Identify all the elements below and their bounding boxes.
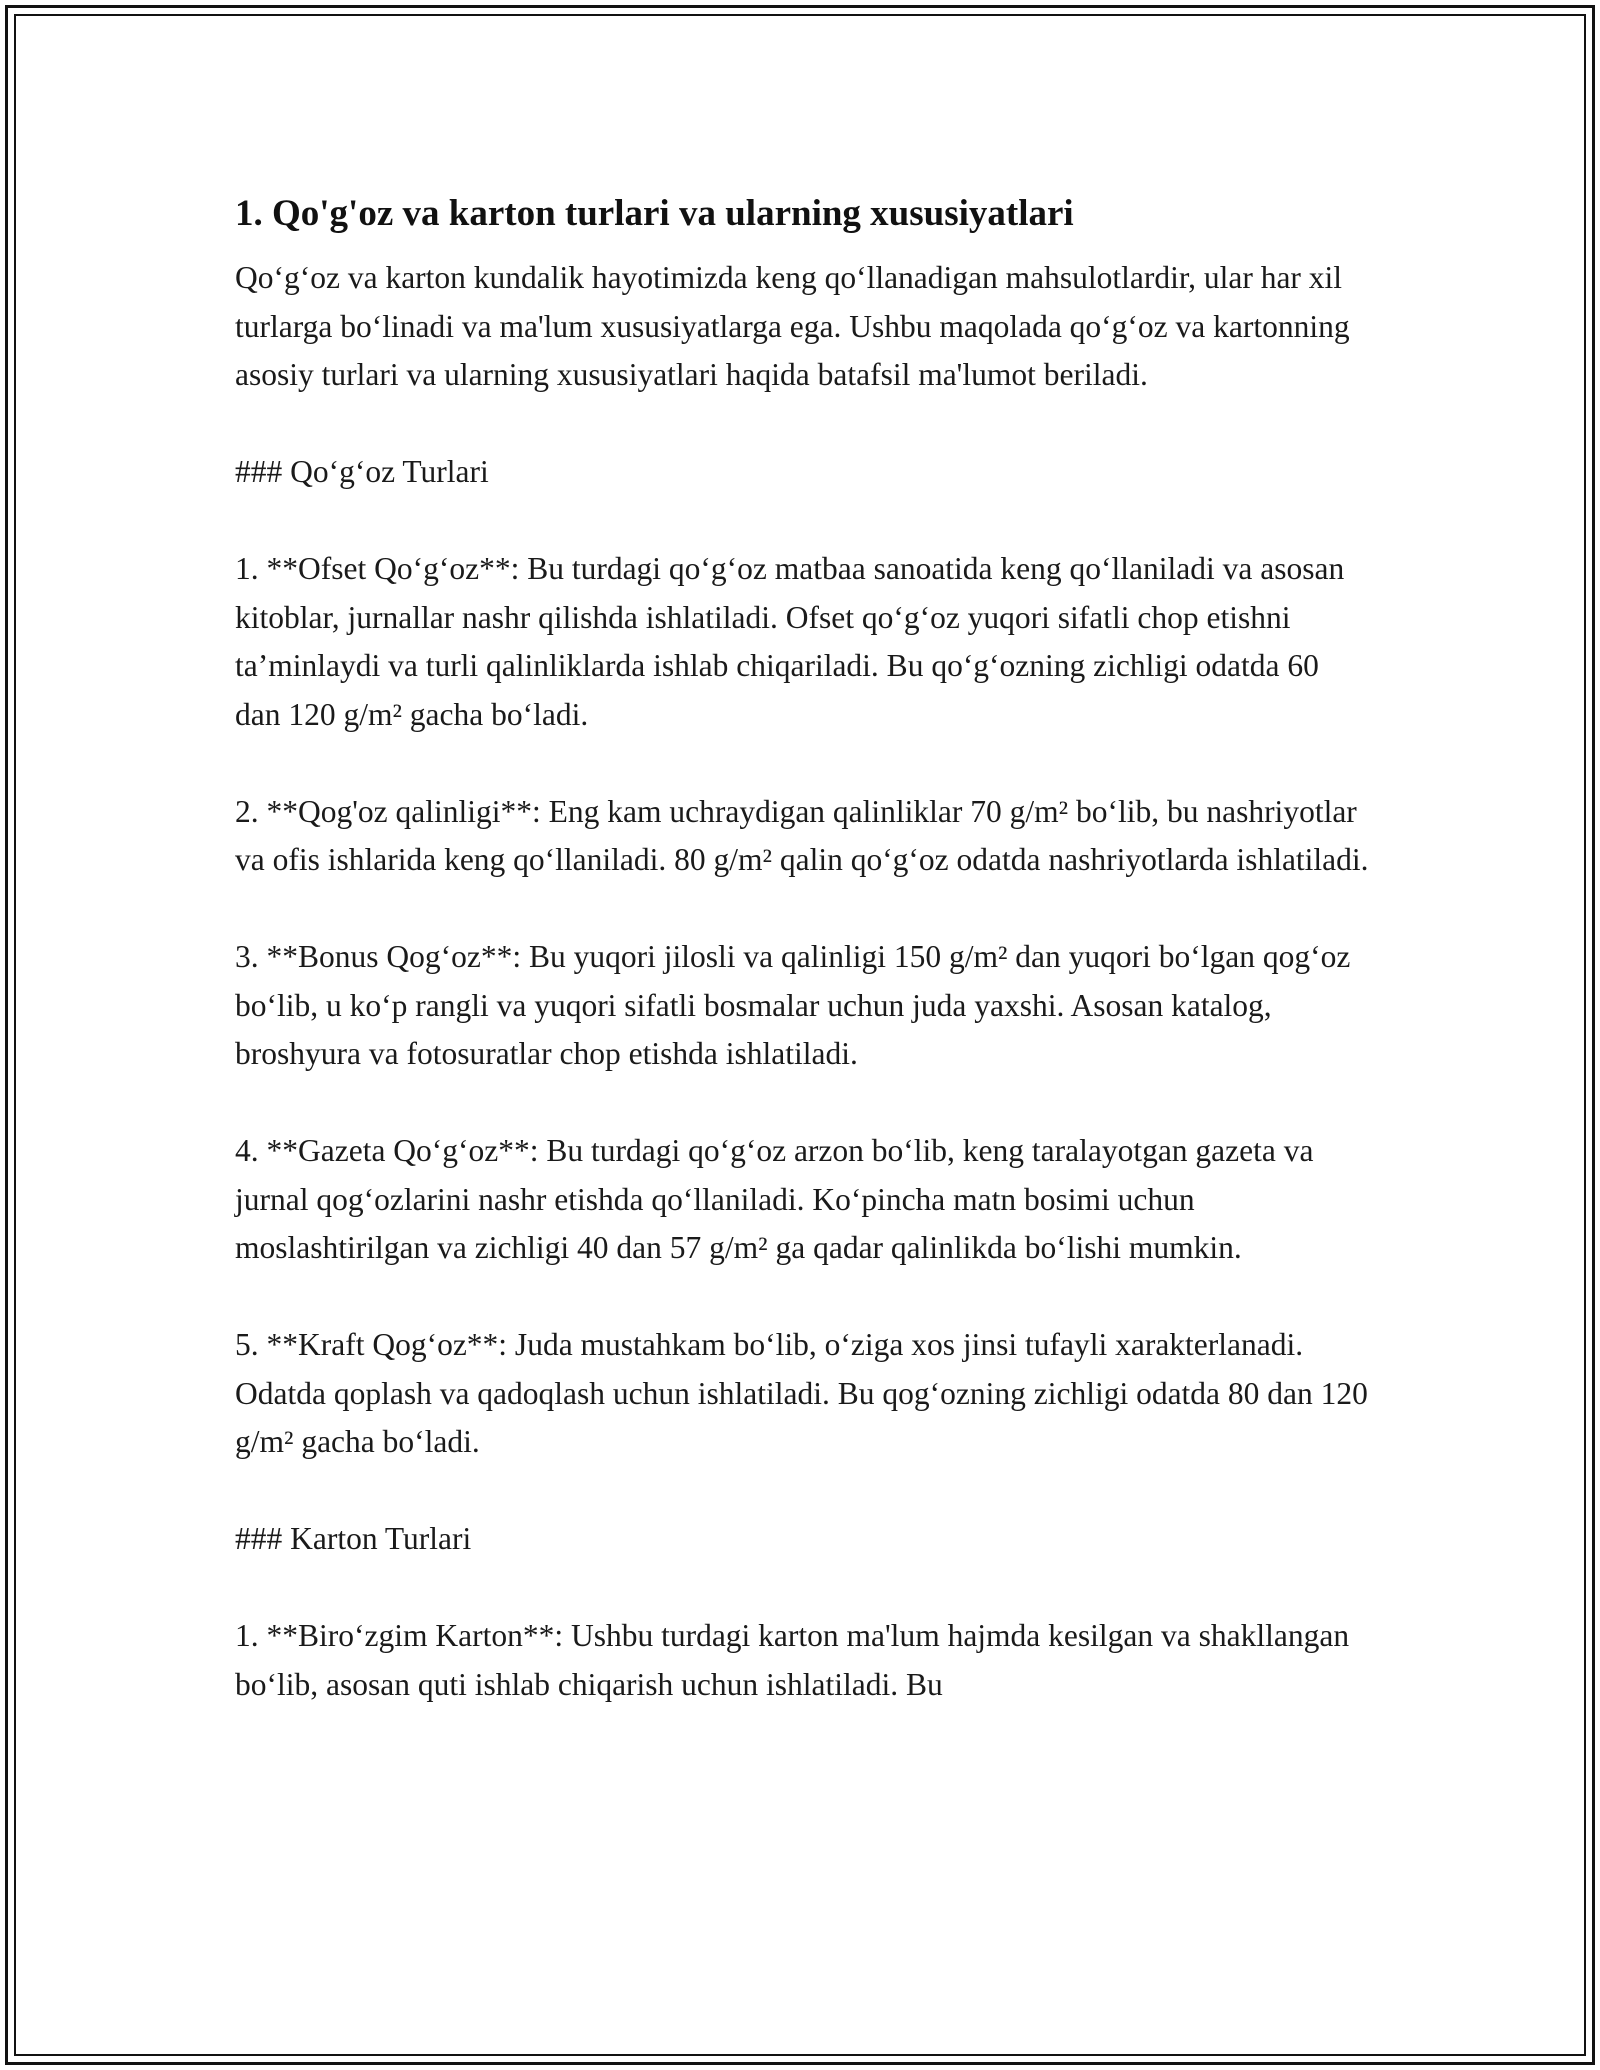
document-body — [235, 188, 1370, 1709]
list-item-carton: 1. **Biro‘zgim Karton**: Ushbu turdagi karton ma'lum hajmda kesilgan va shakllangan bo‘lib, asosan quti ishlab chiqarish uchun ishlatiladi. Bu — [235, 1618, 1350, 1702]
list-item-paper-thickness: 2. **Qog'oz qalinligi**: Eng kam uchraydigan qalinliklar 70 g/m² bo‘lib, bu nashriyotlar va ofis ishlarida keng qo‘llaniladi. 80 g/m² qalin qo‘g‘oz odatda nashriyotlarda ishlatiladi. — [235, 793, 1369, 877]
list-item-newspaper-paper: 4. **Gazeta Qo‘g‘oz**: Bu turdagi qo‘g‘oz arzon bo‘lib, keng taralayotgan gazeta va jurnal qog‘ozlarini nashr etishda qo‘llaniladi. Ko‘pincha matn bosimi uchun moslashtirilgan va zichligi 40 dan 57 g/m² ga qadar qalinlikda bo‘lishi mumkin. — [235, 1133, 1314, 1265]
document-title: 1. Qo'g'oz va karton turlari va ularning xususiyatlari — [235, 193, 1074, 234]
section-heading-carton-types: ### Karton Turlari — [235, 1521, 472, 1556]
list-item-bonus-paper: 3. **Bonus Qog‘oz**: Bu yuqori jilosli va qalinligi 150 g/m² dan yuqori bo‘lgan qog‘oz bo‘lib, u ko‘p rangli va yuqori sifatli bosmalar uchun juda yaxshi. Asosan katalog, broshyura va fotosuratlar chop etishda ishlatiladi. — [235, 939, 1351, 1071]
list-item-kraft-paper: 5. **Kraft Qog‘oz**: Juda mustahkam bo‘lib, o‘ziga xos jinsi tufayli xarakterlanadi. Odatda qoplash va qadoqlash uchun ishlatiladi. Bu qog‘ozning zichligi odatda 80 dan 120 g/m² gacha bo‘ladi. — [235, 1327, 1368, 1459]
section-heading-paper-types: ### Qo‘g‘oz Turlari — [235, 454, 489, 489]
intro-paragraph: Qo‘g‘oz va karton kundalik hayotimizda keng qo‘llanadigan mahsulotlardir, ular har xil turlarga bo‘linadi va ma'lum xususiyatlarga ega. Ushbu maqolada qo‘g‘oz va kartonning asosiy turlari va ularning xususiyatlari haqida batafsil ma'lumot beriladi. — [235, 260, 1350, 392]
list-item-offset-paper: 1. **Ofset Qo‘g‘oz**: Bu turdagi qo‘g‘oz matbaa sanoatida keng qo‘llaniladi va asosan kitoblar, jurnallar nashr qilishda ishlatiladi. Ofset qo‘g‘oz yuqori sifatli chop etishni ta’minlaydi va turli qalinliklarda ishlab chiqariladi. Bu qo‘g‘ozning zichligi odatda 60 dan 120 g/m² gacha bo‘ladi. — [235, 551, 1345, 732]
